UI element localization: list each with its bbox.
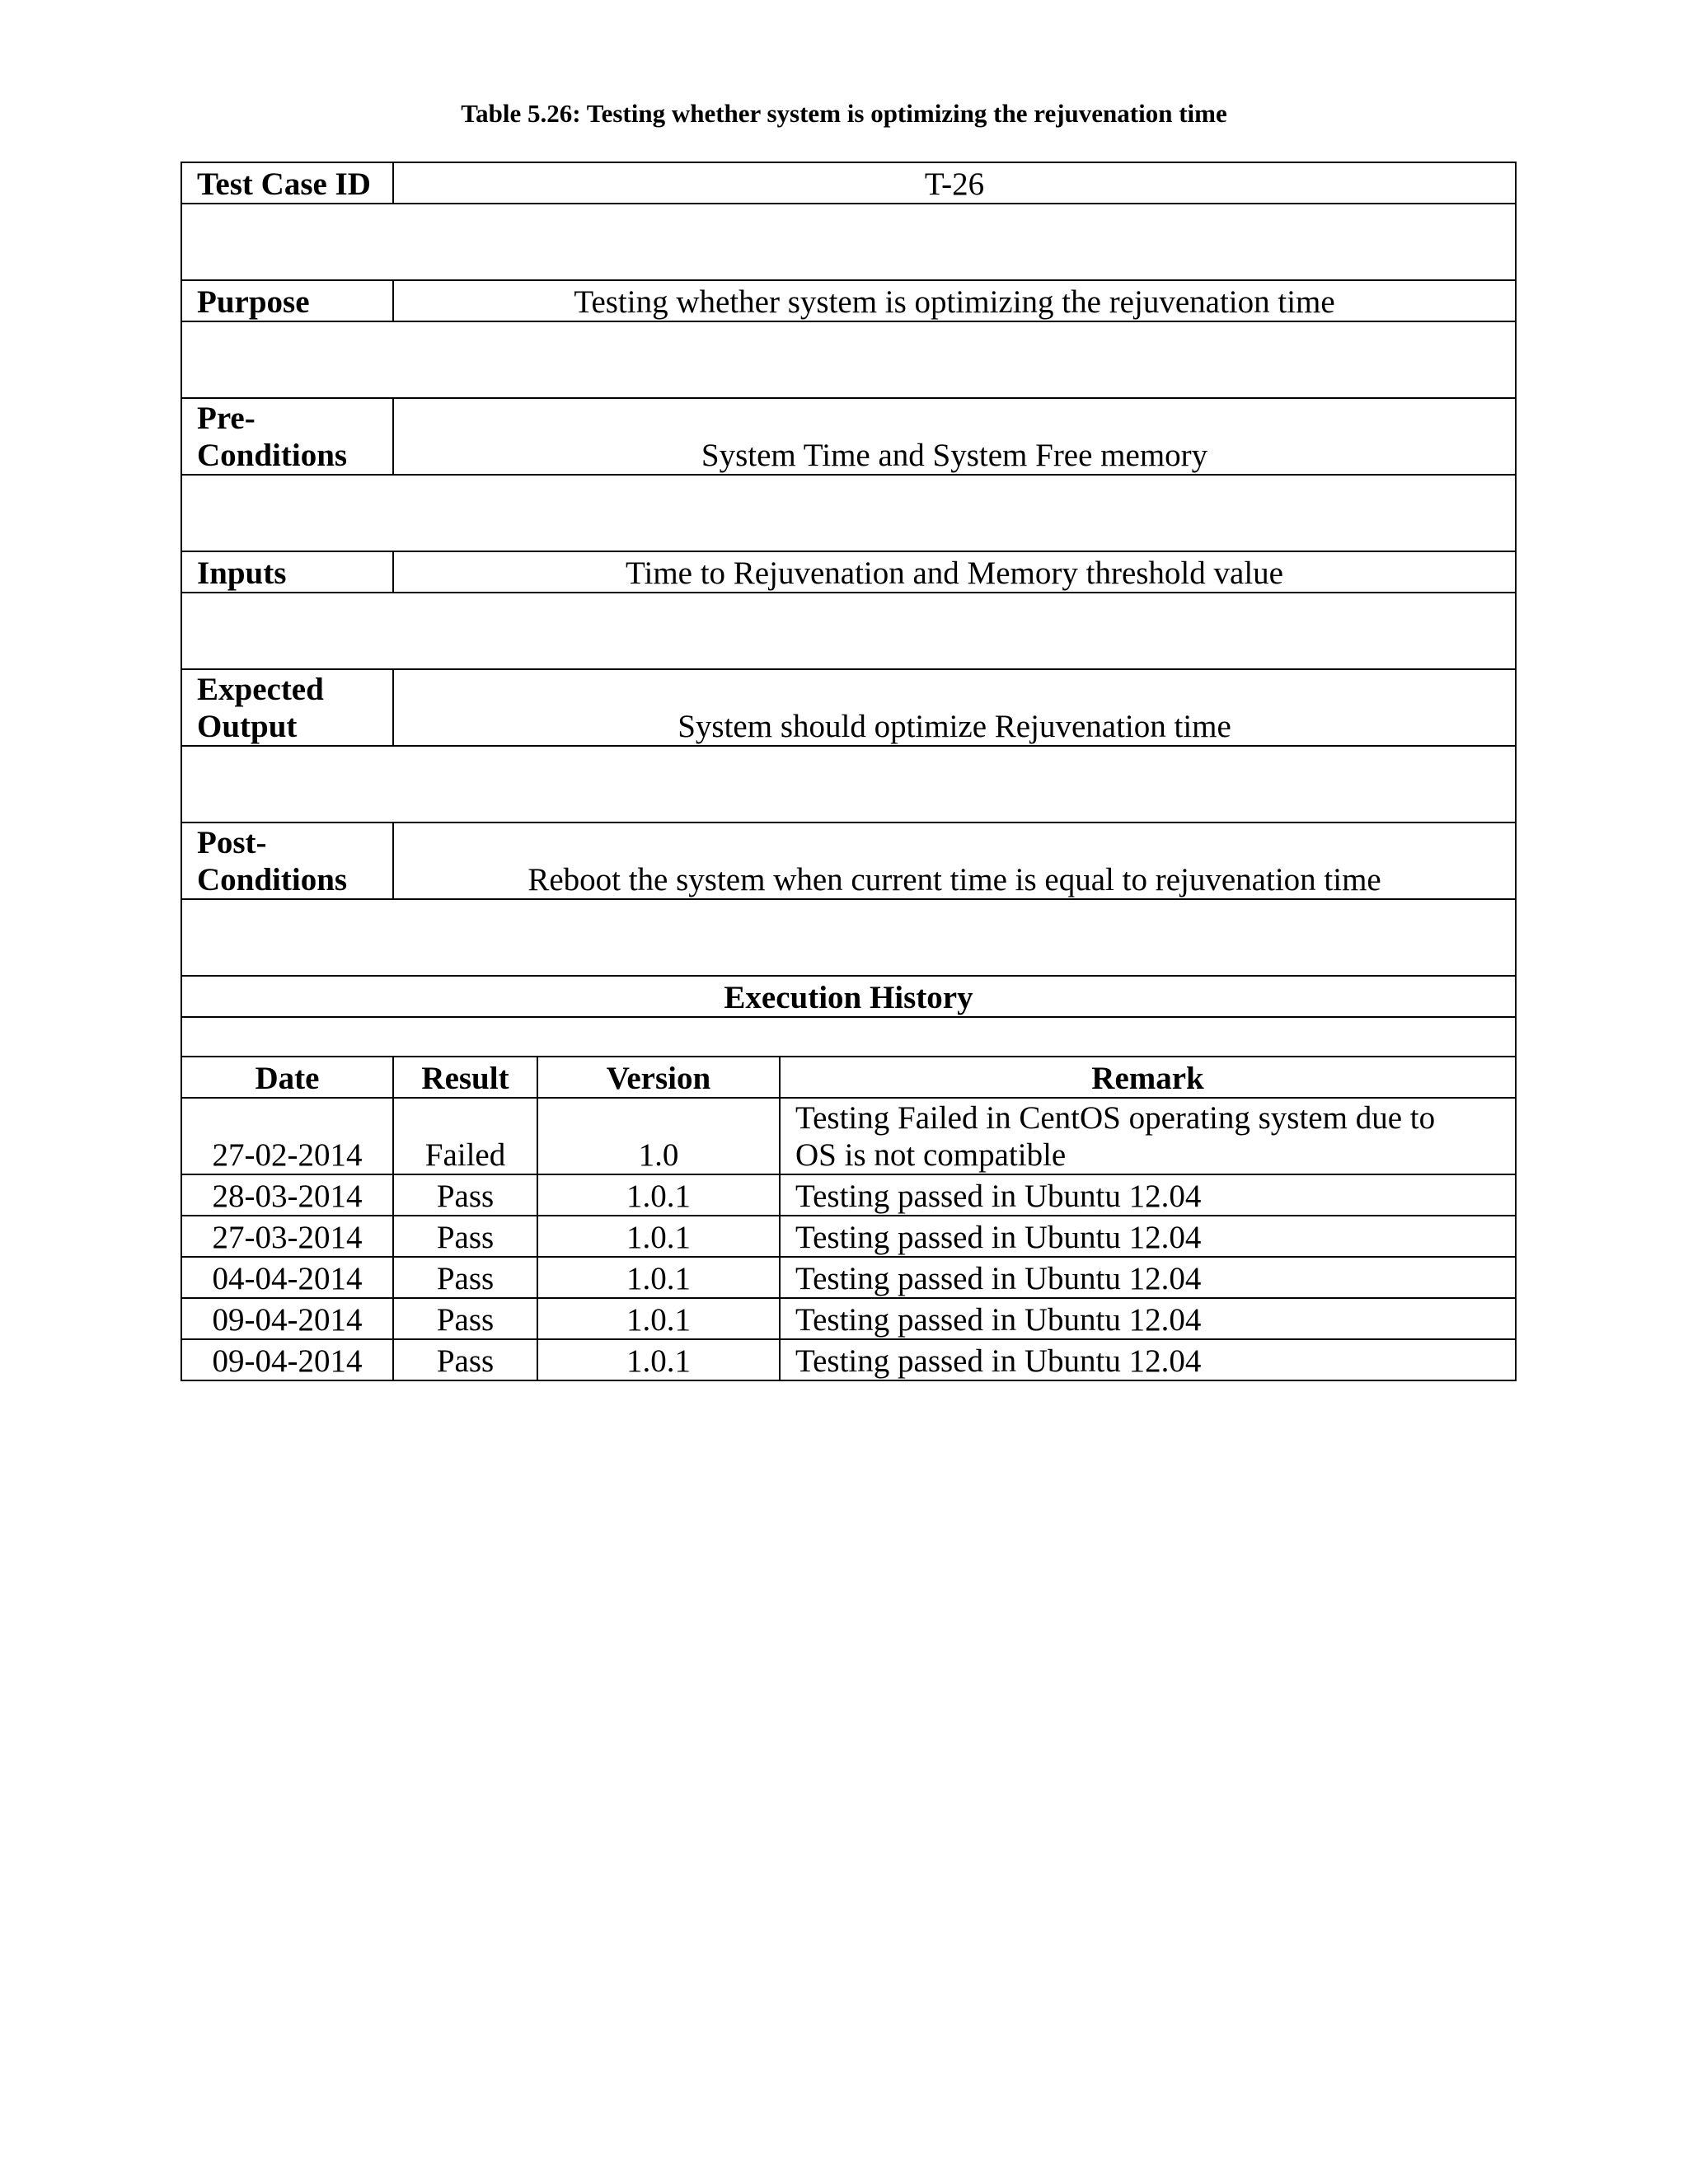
history-date: 09-04-2014 [181,1298,393,1339]
history-result: Pass [393,1339,537,1380]
row-inputs [181,551,1516,593]
history-remark-line1: Testing Failed in CentOS operating system due to [795,1100,1436,1136]
table-caption: Table 5.26: Testing whether system is optimizing the rejuvenation time [461,99,1227,128]
table-row [181,1174,1516,1216]
inputs-label: Inputs [181,551,393,593]
inputs-value: Time to Rejuvenation and Memory threshold value [393,551,1516,593]
postconditions-value: Reboot the system when current time is equal to rejuvenation time [393,823,1516,899]
expected-output-label [181,669,393,746]
expected-output-value: System should optimize Rejuvenation time [393,669,1516,746]
history-result: Pass [393,1257,537,1298]
row-test-case-id [181,162,1516,204]
test-case-table [181,162,1517,1381]
column-header-date: Date [181,1057,393,1098]
row-purpose [181,280,1516,321]
table-row [181,1339,1516,1380]
row-spacer [181,746,1516,823]
column-header-version: Version [537,1057,780,1098]
history-result: Pass [393,1216,537,1257]
history-result: Pass [393,1174,537,1216]
table-row [181,1298,1516,1339]
expected-label-line1: Expected [197,672,324,707]
history-remark: Testing passed in Ubuntu 12.04 [780,1339,1516,1380]
history-remark: Testing passed in Ubuntu 12.04 [780,1216,1516,1257]
history-remark-line2: OS is not compatible [795,1137,1067,1173]
row-postconditions [181,823,1516,899]
row-spacer [181,899,1516,976]
column-header-result: Result [393,1057,537,1098]
history-date: 09-04-2014 [181,1339,393,1380]
row-execution-history-title [181,976,1516,1017]
table-row [181,1257,1516,1298]
history-header-row [181,1057,1516,1098]
history-result: Failed [393,1098,537,1174]
history-remark: Testing passed in Ubuntu 12.04 [780,1298,1516,1339]
preconditions-label-line2: Conditions [197,438,348,473]
postconditions-label [181,823,393,899]
history-version: 1.0.1 [537,1257,780,1298]
test-case-id-value: T-26 [393,162,1516,204]
row-spacer [181,593,1516,669]
postconditions-label-line1: Post- [197,825,267,860]
history-version: 1.0.1 [537,1216,780,1257]
history-date: 28-03-2014 [181,1174,393,1216]
table-row [181,1098,1516,1174]
history-date: 27-03-2014 [181,1216,393,1257]
row-preconditions [181,398,1516,475]
history-version: 1.0 [537,1098,780,1174]
history-result: Pass [393,1298,537,1339]
column-header-remark: Remark [780,1057,1516,1098]
preconditions-label [181,398,393,475]
postconditions-label-line2: Conditions [197,862,348,898]
history-remark [780,1098,1516,1174]
purpose-value: Testing whether system is optimizing the rejuvenation time [393,280,1516,321]
history-version: 1.0.1 [537,1174,780,1216]
preconditions-label-line1: Pre- [197,401,256,436]
history-remark: Testing passed in Ubuntu 12.04 [780,1257,1516,1298]
execution-history-title: Execution History [181,976,1516,1017]
history-remark: Testing passed in Ubuntu 12.04 [780,1174,1516,1216]
history-version: 1.0.1 [537,1298,780,1339]
row-expected-output [181,669,1516,746]
preconditions-value: System Time and System Free memory [393,398,1516,475]
spacer-cell [181,204,1516,280]
spacer-cell [181,321,1516,398]
row-spacer [181,475,1516,551]
spacer-cell [181,899,1516,976]
spacer-cell [181,746,1516,823]
spacer-cell [181,475,1516,551]
history-date: 27-02-2014 [181,1098,393,1174]
history-version: 1.0.1 [537,1339,780,1380]
expected-label-line2: Output [197,709,298,744]
spacer-cell [181,593,1516,669]
row-spacer [181,204,1516,280]
history-date: 04-04-2014 [181,1257,393,1298]
row-spacer [181,321,1516,398]
test-case-id-label: Test Case ID [181,162,393,204]
spacer-cell [181,1017,1516,1057]
row-spacer [181,1017,1516,1057]
purpose-label: Purpose [181,280,393,321]
table-row [181,1216,1516,1257]
